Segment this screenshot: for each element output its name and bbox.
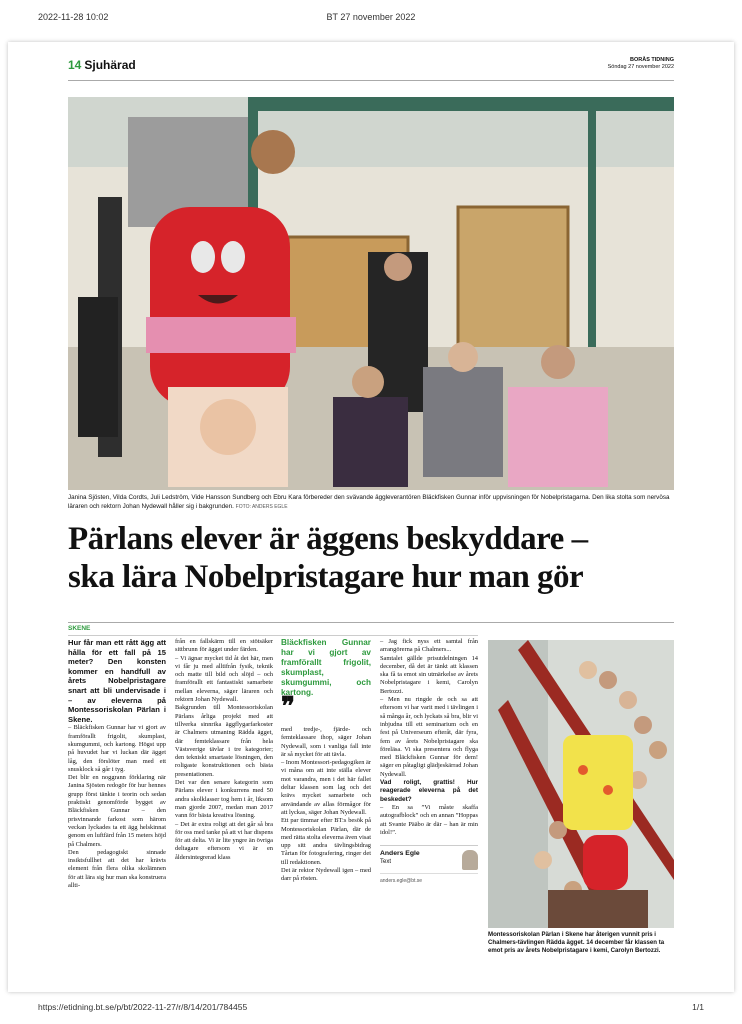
newspaper-page xyxy=(8,42,734,992)
print-url[interactable]: https://etidning.bt.se/p/bt/2022-11-27/r/8/14/201/784455 xyxy=(38,1002,248,1012)
author-role: Text xyxy=(380,859,392,866)
body-paragraph: med tredje-, fjärde- och femteklassare ihop, säger Johan Nydewall, som i vanliga fall inte är så mycket för att tävla. xyxy=(281,726,371,758)
author-name: Anders Egle xyxy=(380,850,420,858)
body-paragraph: – Men nu ringde de och sa att eftersom vi har varit med i tävlingen i så många år, och lyckats så bra, blir vi inbjudna till ett seminarium och en fest på Universeum efteråt, där fyra, fem av årets Nobelpristagare ska föreläsa. Vi ska presentera och flyga med Bläckfisken Gunnar för dem! säger en påtagligt glädjeskärrad Johan Nydewall. xyxy=(380,696,478,778)
body-paragraph: Ett par timmar efter BT:s besök på Montessoriskolan Pärlan, där de med rätta stolta eleverna även visat upp sitt andra tävlingsbidrag Tårtan för fotografering, ringer det till redaktionen. xyxy=(281,817,371,866)
interview-question: Vad roligt, grattis! Hur reagerade eleverna på det beskedet? xyxy=(380,779,478,803)
body-paragraph: – Inom Montessori-pedagogiken är vi måna om att inte ställa elever mot varandra, men i det här fallet deltar klassen som lag och det krävs mycket samarbete och användande av allas förmågor för att lyckas, säger Johan Nydewall. xyxy=(281,759,371,816)
body-paragraph: Det är rektor Nydewall igen – med darr på rösten. xyxy=(281,867,371,883)
byline xyxy=(380,845,478,885)
body-paragraph: Den pedagogiskt sinnade insiktsfullhet att det har krävts element från flera olika skolämnen för att lära sig hur man ska konstruera allti- xyxy=(68,848,166,889)
quote-mark-icon: ❞ xyxy=(281,692,295,721)
caption-text: Janina Sjösten, Vilda Cordts, Juli Ledström, Vide Hansson Sundberg och Ebru Kara förbereder den svävande äggleverantören Bläckfisken Gunnar inför uppvisningen för Nobelpristagarna. Den lika stolta som nervösa läraren och rektorn Johan Nydewall håller sig i bakgrunden. xyxy=(68,494,670,510)
page-number: 14 xyxy=(68,58,82,72)
body-paragraph: – En sa ”Vi måste skaffa autografblock” och en annan ”Hoppas att Svante Pääbo är där – han är min idol!”. xyxy=(380,803,478,836)
newspaper-name: BORÅS TIDNING xyxy=(630,57,674,63)
issue-date: Söndag 27 november 2022 xyxy=(607,64,674,70)
pull-quote: Bläckfisken Gunnar har vi gjort av framförallt frigolit, skumplast, skumgummi, och kartong. xyxy=(281,638,371,697)
print-title: BT 27 november 2022 xyxy=(326,12,416,22)
article-column-1 xyxy=(68,638,166,890)
body-paragraph: – Det är extra roligt att det går så bra för oss med tanke på att vi har dispens för att delta. Vi är lite yngre än övriga deltagare eftersom vi är en åldersintegrerad klass xyxy=(175,820,273,861)
dateline-divider xyxy=(68,635,478,636)
body-paragraph: – Jag fick nyss ett samtal från arrangörerna på Chalmers... xyxy=(380,638,478,654)
article-column-2 xyxy=(175,638,273,862)
main-photo xyxy=(68,97,674,490)
headline-line-2: ska lära Nobelpristagare hur man gör xyxy=(68,559,584,595)
article-column-4 xyxy=(380,638,478,885)
section-name: Sjuhärad xyxy=(84,58,136,72)
body-paragraph: – Bläckfisken Gunnar har vi gjort av framförallt frigolit, skumplast, skumgummi, och kartong. Högst upp på huvudet har vi luckan där ägget låg, den förslöter man med ett snusklock så går i tyg. xyxy=(68,724,166,773)
print-page-count: 1/1 xyxy=(692,1002,704,1012)
print-timestamp: 2022-11-28 10:02 xyxy=(38,12,109,22)
body-paragraph: – Vi ägnar mycket tid åt det här, men vi får ju med alltifrån fysik, teknik och matte till bild och slöjd – och framförallt ett fantastiskt samarbete mellan eleverna, säger läraren och rektorn Johan Nydewall. xyxy=(175,654,273,704)
lead-paragraph: Hur får man ett rått ägg att hålla för ett fall på 15 meter? Den konsten kommer en handfull av årets Nobelpristagare snart att bli undervisade i – av eleverna på Montessoriskolan Pärlan i Skene. xyxy=(68,638,166,724)
body-paragraph: från en fallskärm till en stötsäker sittbrunn för ägget under färden. xyxy=(175,638,273,654)
body-paragraph: Samtalet gällde prisutdelningen 14 december, då det är tänkt att klassen ska få ta emot sin utmärkelse av årets Nobelpristagare i kemi, Carolyn Bertozzi. xyxy=(380,654,478,695)
headline xyxy=(68,520,688,596)
article-divider xyxy=(68,622,674,623)
author-email: anders.egle@bt.se xyxy=(380,873,478,885)
headline-line-1: Pärlans elever är äggens beskyddare – xyxy=(68,521,588,557)
photo-caption xyxy=(68,494,674,511)
body-paragraph: Det var den senare kategorin som Pärlans elever i konkurrens med 50 andra skolklasser tog hem i år, liksom man gjorde 2007, medan man 2017 vann för bästa kreativa lösning. xyxy=(175,779,273,820)
section-divider xyxy=(68,80,674,81)
dateline: SKENE xyxy=(68,625,91,632)
body-paragraph: Det blir en noggrann förklaring när Janina Sjösten redogör för hur hennes grupp först tänkte i teorin och sedan praktiskt genomförde bygget av Bläckfisken Gunnar – den prisvinnande farkost som härom veckan lyckades ta ett ägg helskinnat genom en luftfärd från 15 meters höjd på Chalmers. xyxy=(68,774,166,848)
author-portrait xyxy=(462,850,478,870)
secondary-photo-caption: Montessoriskolan Pärlan i Skene har återigen vunnit pris i Chalmers-tävlingen Rädda ägget. 14 december får klassen ta emot pris av årets Nobelpristagare i kemi, Carolyn Bertozzi. xyxy=(488,931,665,955)
photo-credit: FOTO: ANDERS EGLE xyxy=(235,503,288,510)
secondary-photo xyxy=(488,640,674,928)
section-header xyxy=(68,56,674,82)
article-column-3 xyxy=(281,638,371,884)
body-paragraph: Bakgrunden till Montessoriskolan Pärlans årliga projekt med att tillverka sinnrika äggflygarfarkoster är Chalmers utmaning Rädda ägget, där femteklassare från hela Västsverige tävlar i tre kategorier; den tekniskt smartaste lösningen, den roligaste konstruktionen och bästa presentationen. xyxy=(175,704,273,778)
